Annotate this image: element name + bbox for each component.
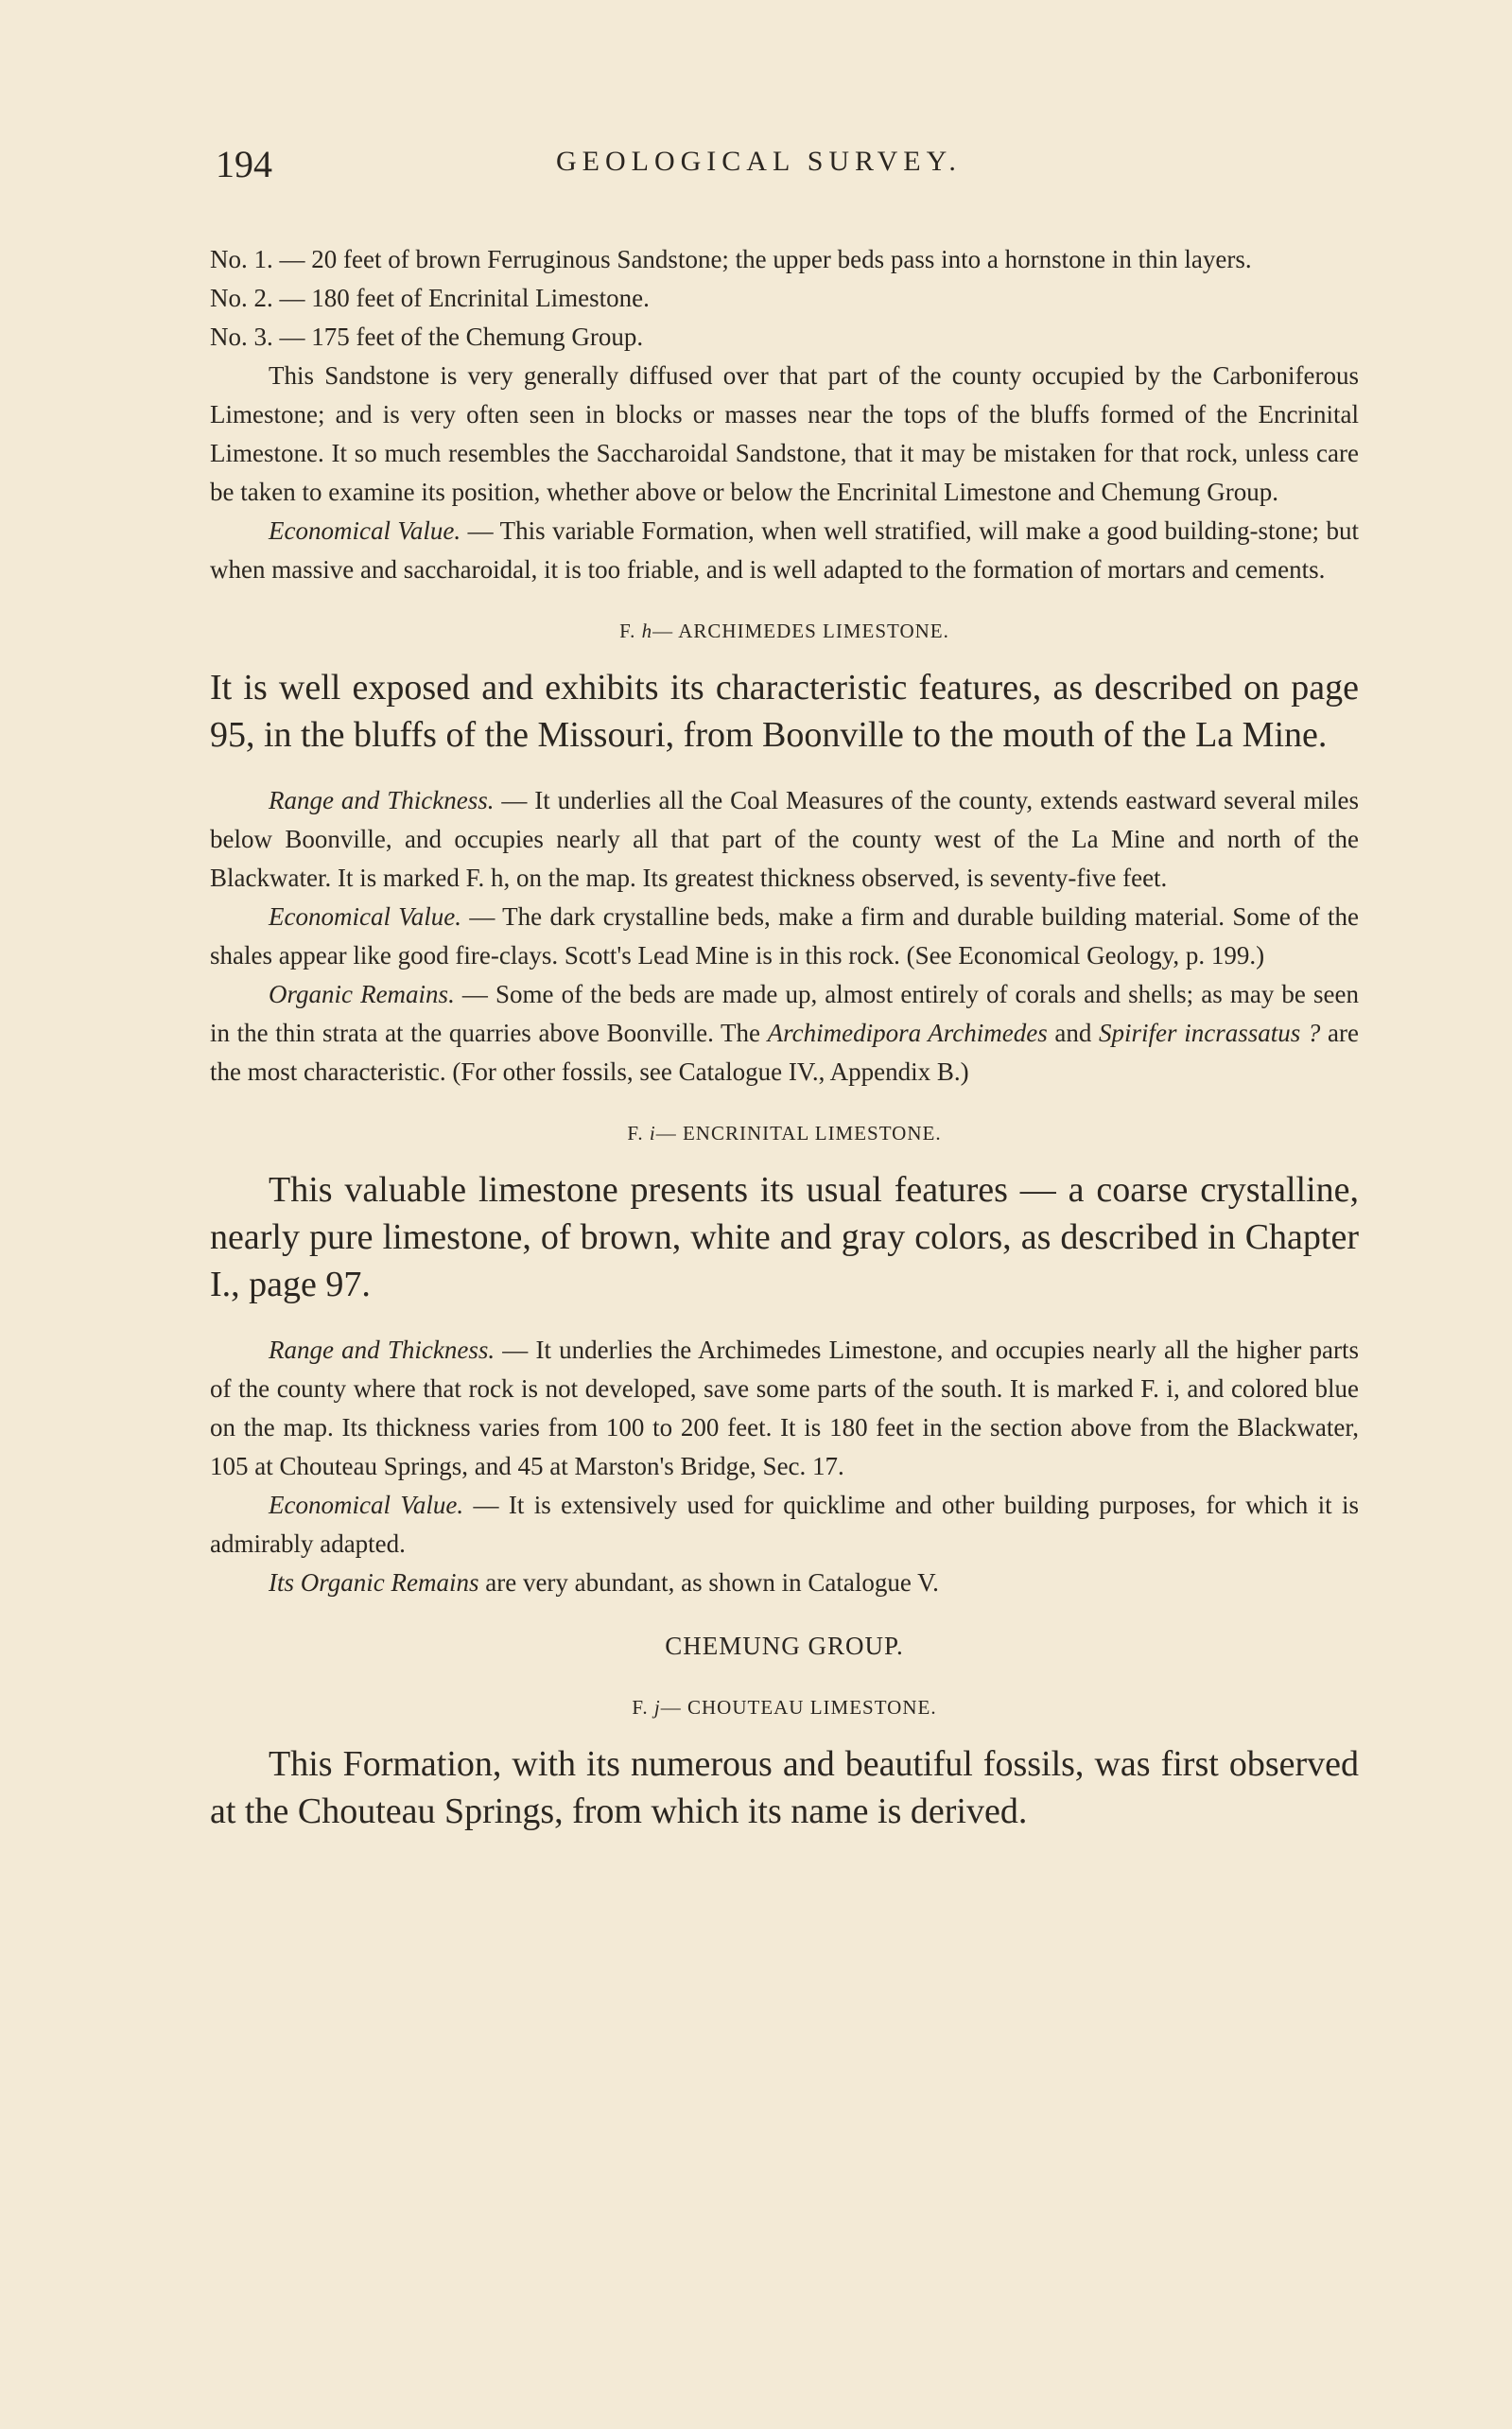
list-item-text: — 180 feet of Encrinital Limestone. [279,284,650,312]
organic-remains-label: Organic Remains. [269,980,455,1008]
list-item-text: — 175 feet of the Chemung Group. [279,323,644,351]
section-heading-chouteau [210,1688,1359,1727]
organic-remains-paragraph [210,1564,1359,1602]
list-item-text: — 20 feet of brown Ferruginous Sandstone; the upper beds pass into a hornstone in thin layers. [279,245,1252,273]
archimedes-lead-paragraph: It is well exposed and exhibits its characteristic features, as described on page 95, in the bluffs of the Missouri, from Boonville to the mouth of the La Mine. [210,668,1359,755]
economical-value-paragraph [210,1486,1359,1564]
organic-remains-text: — Some of the beds are made up, almost entirely of corals and shells; as may be seen in the thin strata at the quarries above Boonville. The [210,980,1359,1047]
range-text: — It underlies all the Coal Measures of the county, extends eastward several miles below Boonville, and occupies nearly all that part of the county west of the La Mine and north of the Blackwater. It is marked F. h, on the map. Its greatest thickness observed, is seventy-five feet. [210,786,1359,892]
range-label: Range and Thickness. [269,1336,495,1364]
economical-value-label: Economical Value. [269,516,461,545]
organic-remains-text: and [1047,1019,1100,1047]
list-item-label: No. 2. [210,284,273,312]
organic-remains-paragraph [210,975,1359,1092]
chemung-group-heading: CHEMUNG GROUP. [665,1632,904,1660]
list-item [210,279,1359,318]
species-name: Archimedipora Archimedes [767,1019,1048,1047]
encrinital-lead-paragraph: This valuable limestone presents its usual features — a coarse crystalline, nearly pure limestone, of brown, white and gray colors, as described in Chapter I., page 97. [210,1170,1359,1304]
formation-letter: j [653,1696,661,1719]
formation-title: — ARCHIMEDES LIMESTONE. [652,620,949,642]
sandstone-paragraph: This Sandstone is very generally diffused over that part of the county occupied by the Carboniferous Limestone; and is very often seen in blocks or masses near the tops of the bluffs formed of the Encrinital Limestone. It so much resembles the Saccharoidal Sandstone, that it may be mistaken for that rock, unless care be taken to examine its position, whether above or below the Encrinital Limestone and Chemung Group. [210,361,1359,506]
economical-value-text: — This variable Formation, when well stratified, will make a good building-stone; but when massive and saccharoidal, it is too friable, and is well adapted to the formation of mortars and cements. [210,516,1359,584]
chouteau-lead-paragraph: This Formation, with its numerous and beautiful fossils, was first observed at the Chouteau Springs, from which its name is derived. [210,1744,1359,1831]
range-thickness-paragraph [210,781,1359,898]
list-item-label: No. 1. [210,245,273,273]
economical-value-paragraph [210,898,1359,975]
range-label: Range and Thickness. [269,786,495,814]
economical-value-paragraph [210,512,1359,589]
page-body [210,240,1359,1858]
economical-value-label: Economical Value. [269,902,462,931]
formation-title: — CHOUTEAU LIMESTONE. [660,1696,937,1719]
running-head: GEOLOGICAL SURVEY. [556,146,962,177]
section-heading-archimedes [210,612,1359,651]
economical-value-text: — It is extensively used for quicklime and other building purposes, for which it is admirably adapted. [210,1491,1359,1558]
organic-remains-text: are the most characteristic. (For other fossils, see Catalogue IV., Appendix B.) [210,1019,1359,1086]
organic-remains-text: are very abundant, as shown in Catalogue V. [478,1568,939,1597]
range-text: — It underlies the Archimedes Limestone, and occupies nearly all the higher parts of the county where that rock is not developed, save some parts of the south. It is marked F. i, and colored blue on the map. Its thickness varies from 100 to 200 feet. It is 180 feet in the section above from the Blackwater, 105 at Chouteau Springs, and 45 at Marston's Bridge, Sec. 17. [210,1336,1359,1480]
page-header [216,142,1350,199]
formation-prefix: F. [632,1696,649,1719]
formation-prefix: F. [619,620,636,642]
economical-value-label: Economical Value. [269,1491,464,1519]
section-heading-encrinital [210,1114,1359,1153]
organic-remains-label: Its Organic Remains [269,1568,479,1597]
economical-value-text: — The dark crystalline beds, make a firm and durable building material. Some of the shales appear like good fire-clays. Scott's Lead Mine is in this rock. (See Economical Geology, p. 199.) [210,902,1359,970]
formation-letter: h [641,620,653,642]
list-item-label: No. 3. [210,323,273,351]
list-item [210,240,1359,279]
page-number: 194 [216,143,272,185]
list-item [210,318,1359,357]
formation-prefix: F. [627,1122,644,1145]
range-thickness-paragraph [210,1331,1359,1486]
formation-title: — ENCRINITAL LIMESTONE. [655,1122,942,1145]
species-name: Spirifer incrassatus ? [1099,1019,1321,1047]
formation-letter: i [649,1122,656,1145]
